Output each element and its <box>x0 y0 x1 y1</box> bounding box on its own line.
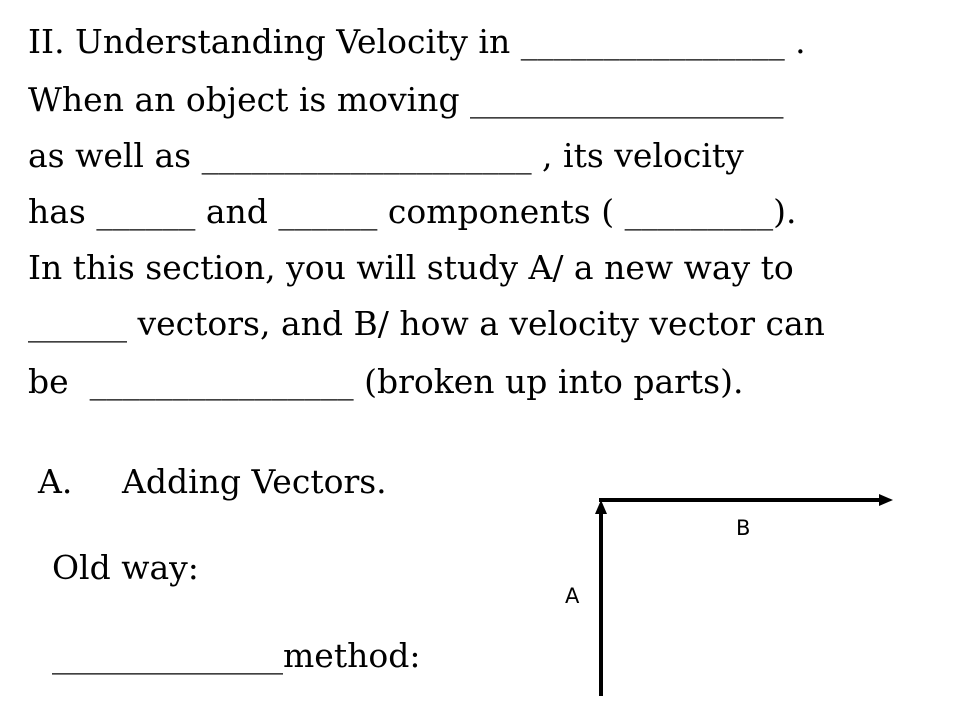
heading-line: II. Understanding Velocity in ________________ . <box>28 22 806 61</box>
section-title: Adding Vectors. <box>122 462 387 501</box>
intro-line-4: has ______ and ______ components ( _________). <box>28 192 797 231</box>
section-letter: A. <box>38 462 73 501</box>
vector-b-arrowhead <box>879 494 893 506</box>
intro-line-6: ______ vectors, and B/ how a velocity vector can <box>28 304 825 343</box>
old-way-label: Old way: <box>52 548 199 587</box>
intro-line-5: In this section, you will study A/ a new way to <box>28 248 794 287</box>
vector-b-label: B <box>736 516 751 540</box>
method-label: ______________method: <box>52 636 421 675</box>
vector-a-arrowhead <box>595 500 607 514</box>
intro-line-2: When an object is moving ___________________ <box>28 80 784 119</box>
intro-line-7: be ________________ (broken up into parts). <box>28 362 744 401</box>
vector-a-label: A <box>565 584 580 608</box>
intro-line-3: as well as ____________________ , its velocity <box>28 136 744 175</box>
